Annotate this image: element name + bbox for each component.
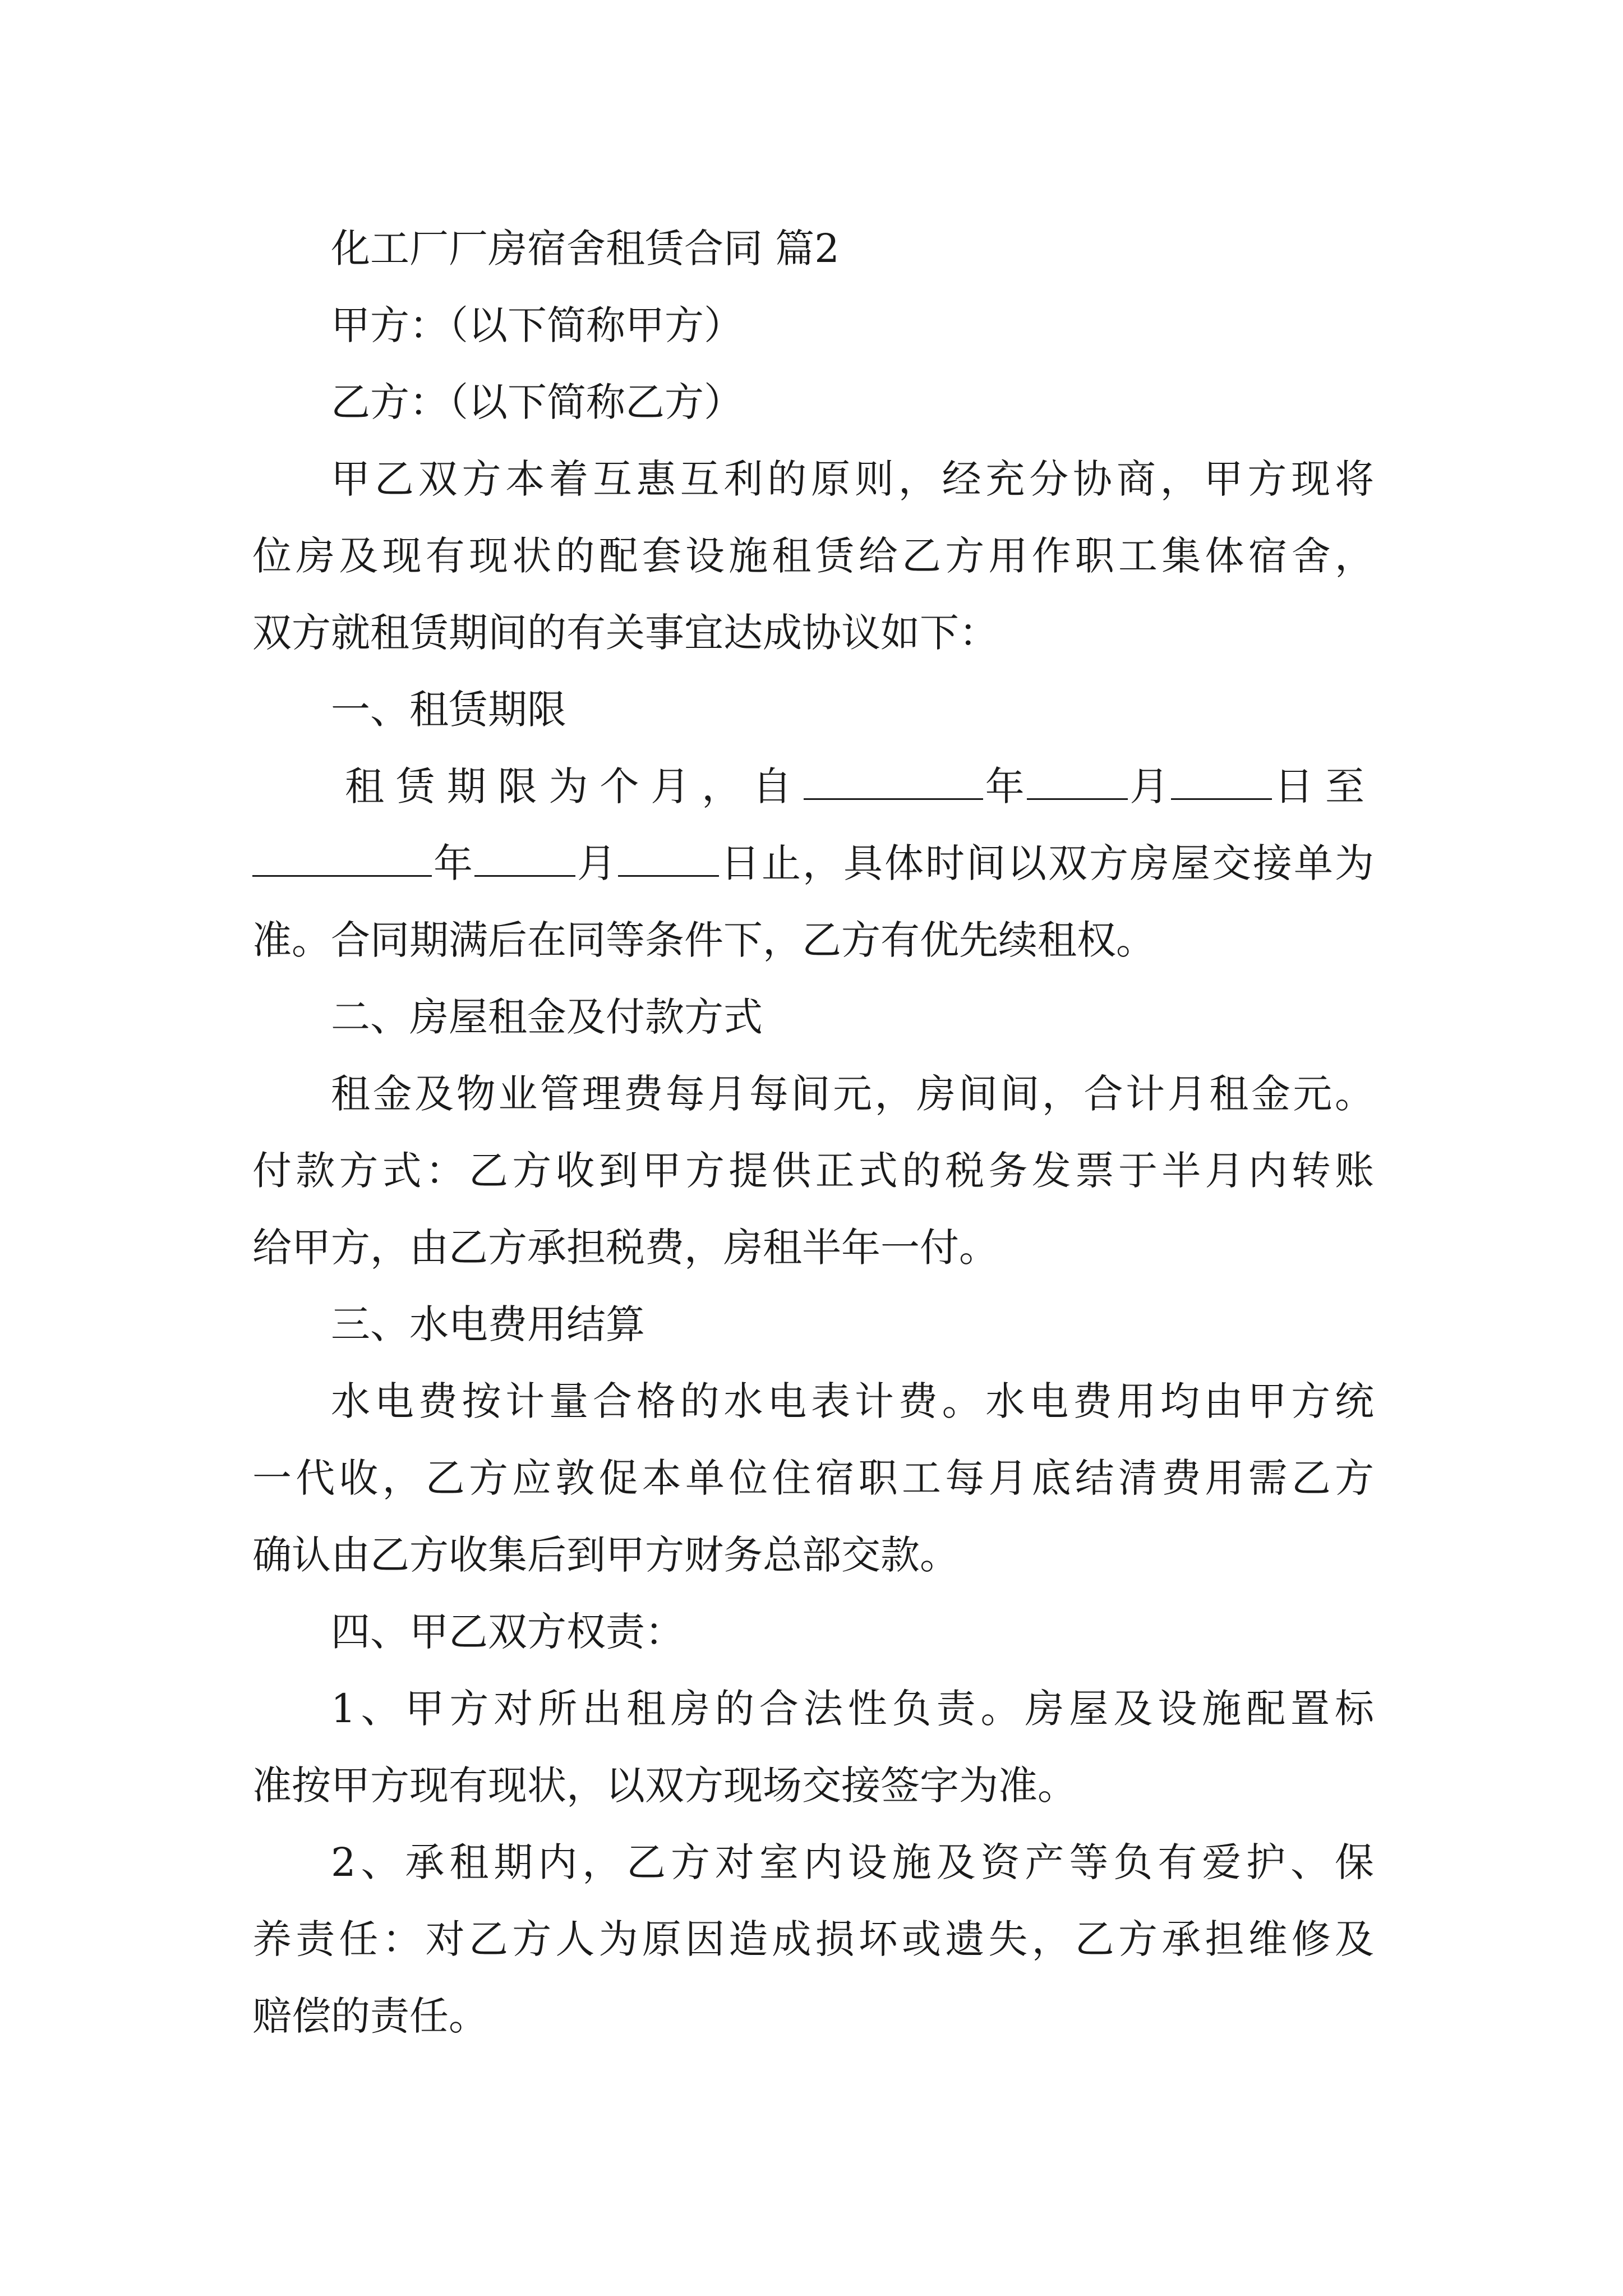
section-4-item-2-line-3: 赔偿的责任。 (252, 1993, 488, 2039)
section-3-line-2: 一代收，乙方应敦促本单位住宿职工每月底结清费用需乙方 (252, 1455, 1374, 1501)
section-3-line-1: 水电费按计量合格的水电表计费。水电费用均由甲方统 (331, 1378, 1374, 1424)
section-2-line-3: 给甲方，由乙方承担税费，房租半年一付。 (252, 1225, 998, 1271)
section-3-line-3: 确认由乙方收集后到甲方财务总部交款。 (252, 1532, 959, 1578)
month-label-end: 月 (575, 840, 618, 886)
section-1-line-2 (252, 825, 1374, 902)
section-4-item-1-line-1: 1、甲方对所出租房的合法性负责。房屋及设施配置标 (331, 1686, 1374, 1732)
intro-line-1: 甲乙双方本着互惠互利的原则，经充分协商，甲方现将 (331, 456, 1374, 502)
section-1-line-3: 准。合同期满后在同等条件下，乙方有优先续租权。 (252, 917, 1155, 963)
section-4-item-1 (252, 1671, 1374, 1824)
day-to-label: 日至 (1272, 763, 1375, 809)
section-3-paragraph (252, 1363, 1374, 1594)
section-2-heading: 二、房屋租金及付款方式 (331, 994, 763, 1040)
intro-paragraph (252, 441, 1374, 671)
blank-year-end (252, 829, 432, 877)
section-1-heading: 一、租赁期限 (331, 687, 566, 733)
section-2-line-1: 租金及物业管理费每月每间元，房间间，合计月租金元。 (331, 1071, 1374, 1117)
section-3-heading: 三、水电费用结算 (331, 1301, 645, 1347)
section-4-item-2-line-1: 2、承租期内，乙方对室内设施及资产等负有爱护、保 (331, 1839, 1374, 1885)
party-a-line: 甲方：（以下简称甲方） (331, 302, 743, 348)
year-label-end: 年 (432, 840, 474, 886)
month-label: 月 (1127, 763, 1172, 809)
day-end-text: 日止，具体时间以双方房屋交接单为 (719, 840, 1374, 886)
party-b-line: 乙方：（以下简称乙方） (331, 379, 743, 425)
blank-month-end (474, 829, 575, 877)
section-4-item-2-line-2: 养责任：对乙方人为原因造成损坏或遗失，乙方承担维修及 (252, 1916, 1374, 1962)
document-title: 化工厂厂房宿舍租赁合同 篇2 (331, 226, 840, 272)
intro-line-2: 位房及现有现状的配套设施租赁给乙方用作职工集体宿舍， (252, 533, 1374, 579)
section-4-item-1-line-2: 准按甲方现有现状，以双方现场交接签字为准。 (252, 1763, 1077, 1809)
lease-term-text: 租赁期限为个月，自 (345, 763, 804, 809)
section-2-paragraph (252, 1056, 1374, 1286)
blank-day-end (618, 829, 719, 877)
blank-month-start (1027, 752, 1128, 800)
blank-day-start (1171, 752, 1272, 800)
section-1-paragraph (252, 748, 1374, 979)
section-2-line-2: 付款方式：乙方收到甲方提供正式的税务发票于半月内转账 (252, 1148, 1374, 1194)
document-body (252, 210, 1374, 2055)
intro-line-3: 双方就租赁期间的有关事宜达成协议如下： (252, 610, 998, 656)
section-4-heading: 四、甲乙双方权责： (331, 1609, 684, 1655)
section-4-item-2 (252, 1824, 1374, 2055)
section-1-line-1 (252, 748, 1374, 825)
year-label: 年 (983, 763, 1027, 809)
blank-year-start (804, 752, 983, 800)
